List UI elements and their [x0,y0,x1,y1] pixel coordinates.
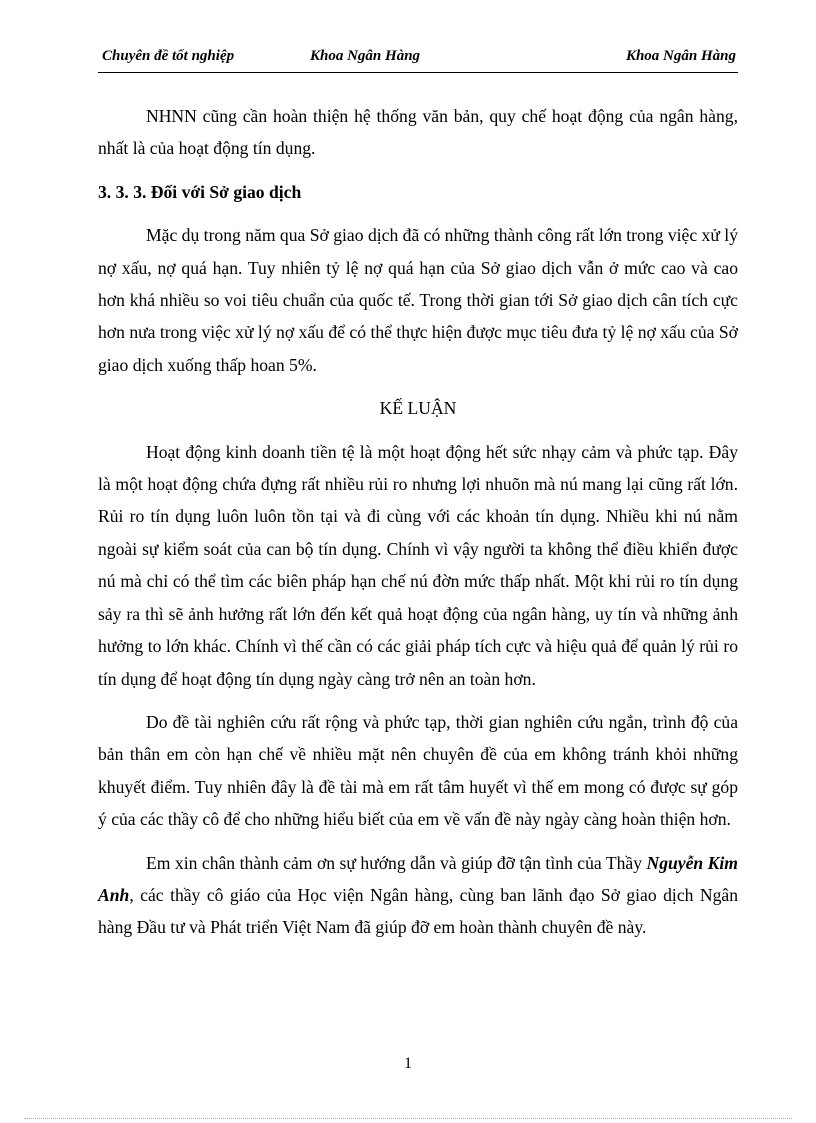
acknowledgement-start: Em xin chân thành cảm ơn sự hướng dẫn và giúp đỡ tận tình của Thầy [146,852,647,873]
paragraph-conclusion: Hoạt động kinh doanh tiền tệ là một hoạt động hết sức nhạy cảm và phức tạp. Đây là một hoạt động chứa đựng rất nhiều rủi ro nhưng lợi nhuõn mà nú mang lại cũng rất lớn. Rủi ro tín dụng luôn luôn tồn tại và đi cùng với các khoản tín dụng. Nhiều khi nú nằm ngoài sự kiểm soát của can bộ tín dụng. Chính vì vậy người ta không thể điều khiển được nú mà chỉ có thể tìm các biên pháp hạn chế nú đờn mức thấp nhất. Một khi rủi ro tín dụng sảy ra thì sẽ ảnh hưởng rất lớn đến kết quả hoạt động của ngân hàng, uy tín và những ảnh hưởng to lớn khác. Chính vì thế cần có các giải pháp tích cực và hiệu quả để quản lý rủi ro tín dụng để hoạt động tín dụng ngày càng trở nên an toàn hơn. [98,441,738,689]
header-left-title: Chuyên đề tốt nghiệp [102,48,235,64]
paragraph-scope: Do đề tài nghiên cứu rất rộng và phức tạp, thời gian nghiên cứu ngắn, trình độ của bản thân em còn hạn chế về nhiều mặt nên chuyên đề của em không tránh khỏi những khuyết điểm. Tuy nhiên đây là đề tài mà em rất tâm huyết vì thế em mong có được sự góp ý của các thầy cô để cho những hiểu biết của em về vấn đề này ngày càng hoàn thiện hơn. [98,711,738,830]
header-right-title: Khoa Ngân Hàng [625,48,736,64]
paragraph-so-giao-dich: Mặc dụ trong năm qua Sở giao dịch đã có những thành công rất lớn trong việc xử lý nợ xấu, nợ quá hạn. Tuy nhiên tỷ lệ nợ quá hạn của Sở giao dịch vẫn ở mức cao và cao hơn khá nhiều so voi tiêu chuẩn của quốc tế. Trong thời gian tới Sở giao dịch cân tích cực hơn nưa trong việc xử lý nợ xấu để có thể thực hiện được mục tiêu đưa tỷ lệ nợ xấu của Sở giao dịch xuống thấp hoan 5%. [98,225,738,375]
header-center-title: Khoa Ngân Hàng [310,48,421,64]
conclusion-title: KẾ LUẬN [379,398,457,419]
page-number: 1 [404,1055,412,1072]
paragraph-acknowledgement [98,847,738,944]
page-bottom-divider [24,1118,792,1119]
acknowledgement-end: , các thầy cô giáo của Học viện Ngân hàng, cùng ban lãnh đạo Sở giao dịch Ngân hàng Đầu tư và Phát triển Việt Nam đã giúp đỡ em hoàn thành chuyên đề này. [98,884,738,938]
document-body [98,100,738,944]
page-header [102,48,738,70]
header-divider [98,72,738,73]
advisor-name: Nguyễn Kim Anh [98,852,738,905]
paragraph-nhnn: NHNN cũng cần hoàn thiện hệ thống văn bản, quy chế hoạt động của ngân hàng, nhất là của hoạt động tín dụng. [98,106,738,159]
section-heading: 3. 3. 3. Đối với Sở giao dịch [98,181,302,202]
